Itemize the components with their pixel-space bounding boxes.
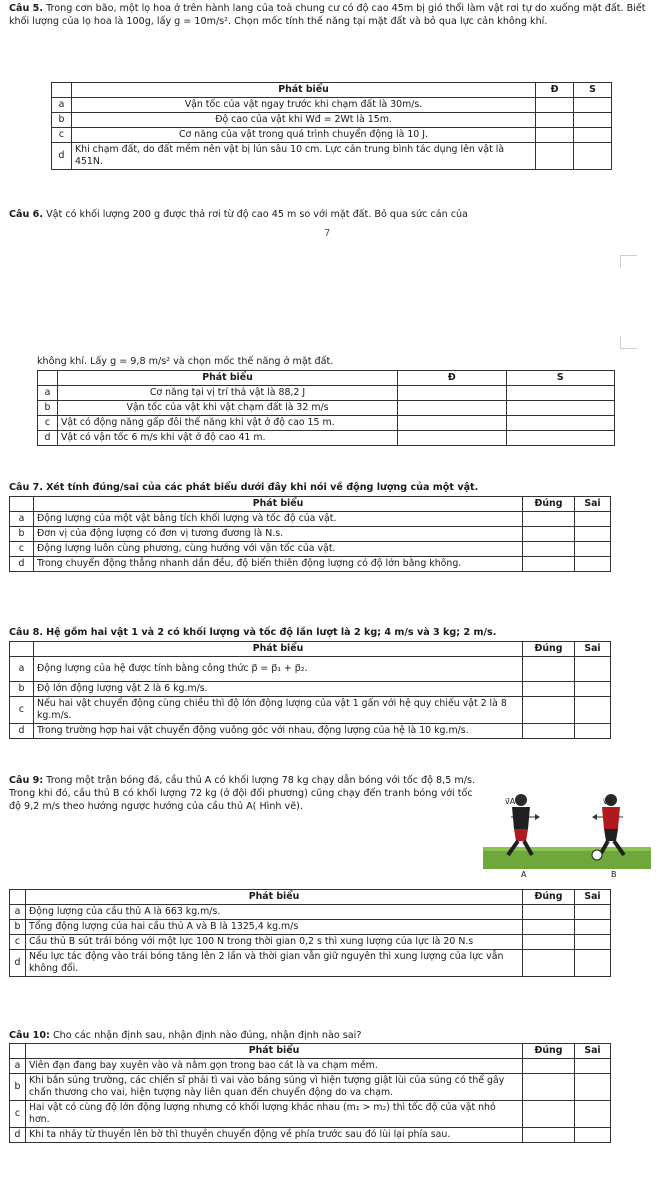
table-row: c Vật có động năng gấp đôi thế năng khi vật ở độ cao 15 m. (38, 416, 615, 431)
answer-true-cell[interactable] (398, 401, 507, 416)
answer-true-cell[interactable] (523, 527, 575, 542)
answer-true-cell[interactable] (398, 431, 507, 446)
header-true: Đ (536, 83, 574, 98)
answer-false-cell[interactable] (574, 128, 612, 143)
answer-true-cell[interactable] (523, 1101, 575, 1128)
answer-false-cell[interactable] (575, 1101, 611, 1128)
table-row: c Cơ năng của vật trong quá trình chuyển động là 10 J. (52, 128, 612, 143)
question-8 (9, 626, 655, 639)
velocity-b-label: v⃗B (603, 797, 614, 806)
answer-false-cell[interactable] (575, 1128, 611, 1143)
question-title: Câu 7. (9, 482, 44, 493)
answer-true-cell[interactable] (523, 1128, 575, 1143)
question-text: Hệ gồm hai vật 1 và 2 có khối lượng và tốc độ lần lượt là 2 kg; 4 m/s và 3 kg; 2 m/s. (46, 627, 497, 638)
header-true: Đúng (523, 890, 575, 905)
answer-false-cell[interactable] (575, 512, 611, 527)
header-true: Đúng (523, 1044, 575, 1059)
question-6-continuation: không khí. Lấy g = 9,8 m/s² và chọn mốc thế năng ở mặt đất. (37, 356, 334, 367)
answer-true-cell[interactable] (523, 682, 575, 697)
answer-false-cell[interactable] (574, 98, 612, 113)
question-7 (9, 481, 655, 494)
answer-false-cell[interactable] (575, 657, 611, 682)
table-row: b Khi bắn súng trường, các chiến sĩ phải tì vai vào báng súng vì hiện tượng giật lùi của súng có thể gây chấn thương cho vai, hiện tượng này liên quan đến chuyển động do va chạm. (10, 1074, 611, 1101)
header-true: Đúng (523, 497, 575, 512)
header-statement: Phát biểu (34, 642, 523, 657)
answer-true-cell[interactable] (536, 143, 574, 170)
table-row: d Khi ta nhảy từ thuyền lên bờ thì thuyền chuyển động về phía trước sau đó lùi lại phía sau. (10, 1128, 611, 1143)
table-row: d Vật có vận tốc 6 m/s khi vật ở độ cao 41 m. (38, 431, 615, 446)
answer-false-cell[interactable] (575, 542, 611, 557)
header-statement: Phát biểu (72, 83, 536, 98)
answer-true-cell[interactable] (536, 98, 574, 113)
table-row: b Độ cao của vật khi Wđ = 2Wt là 15m. (52, 113, 612, 128)
table-row: c Cầu thủ B sút trái bóng với một lực 100 N trong thời gian 0,2 s thì xung lượng của lực là 20 N.s (10, 935, 611, 950)
answer-false-cell[interactable] (506, 431, 615, 446)
answer-true-cell[interactable] (523, 542, 575, 557)
answer-true-cell[interactable] (523, 1074, 575, 1101)
answer-false-cell[interactable] (506, 416, 615, 431)
q9-table (9, 889, 611, 977)
player-b-label: B (611, 870, 617, 879)
answer-false-cell[interactable] (575, 935, 611, 950)
table-row: a Viên đạn đang bay xuyên vào và nằm gọn trong bao cát là va chạm mềm. (10, 1059, 611, 1074)
answer-true-cell[interactable] (523, 724, 575, 739)
table-row: a Cơ năng tại vị trí thả vật là 88,2 J (38, 386, 615, 401)
soccer-players-svg (483, 783, 651, 869)
question-title: Câu 8. (9, 627, 44, 638)
answer-false-cell[interactable] (575, 905, 611, 920)
table-row: a Động lượng của cầu thủ A là 663 kg.m/s. (10, 905, 611, 920)
answer-false-cell[interactable] (575, 1059, 611, 1074)
answer-false-cell[interactable] (575, 920, 611, 935)
question-text: Trong một trận bóng đá, cầu thủ A có khối lượng 78 kg chạy dẫn bóng với tốc độ 8,5 m/s. Trong khi đó, cầu thủ B có khối lượng 72 kg (ở đội đối phương) cũng chạy đến tranh bóng với tốc độ 9,2 m/s theo hướng ngược hướng của cầu thủ A( Hình vẽ). (9, 775, 475, 812)
table-row: d Khi chạm đất, do đất mềm nên vật bị lún sâu 10 cm. Lực cản trung bình tác dụng lên vật là 451N. (52, 143, 612, 170)
player-a-label: A (521, 870, 527, 879)
question-10 (9, 1029, 655, 1042)
table-row: c Động lượng luôn cùng phương, cùng hướng với vận tốc của vật. (10, 542, 611, 557)
table-row: a Động lượng của một vật bằng tích khối lượng và tốc độ của vật. (10, 512, 611, 527)
question-title: Câu 10: (9, 1030, 50, 1041)
table-row: d Trong chuyển động thẳng nhanh dần đều, độ biến thiên động lượng có độ lớn bằng không. (10, 557, 611, 572)
answer-true-cell[interactable] (523, 905, 575, 920)
header-statement: Phát biểu (26, 890, 523, 905)
answer-true-cell[interactable] (536, 113, 574, 128)
table-row: c Hai vật có cùng độ lớn động lượng nhưng có khối lượng khác nhau (m₁ > m₂) thì tốc độ của vật nhỏ hơn. (10, 1101, 611, 1128)
answer-true-cell[interactable] (523, 935, 575, 950)
table-row: d Trong trường hợp hai vật chuyển động vuông góc với nhau, động lượng của hệ là 10 kg.m/s. (10, 724, 611, 739)
question-title: Câu 6. (9, 209, 44, 220)
answer-false-cell[interactable] (575, 950, 611, 977)
header-false: Sai (575, 890, 611, 905)
soccer-players-figure (483, 783, 651, 869)
answer-false-cell[interactable] (575, 1074, 611, 1101)
question-text: Xét tính đúng/sai của các phát biểu dưới đây khi nói về động lượng của một vật. (46, 482, 479, 493)
table-row: b Đơn vị của động lượng có đơn vị tương đương là N.s. (10, 527, 611, 542)
answer-true-cell[interactable] (523, 512, 575, 527)
answer-false-cell[interactable] (575, 724, 611, 739)
answer-false-cell[interactable] (574, 143, 612, 170)
header-statement: Phát biểu (34, 497, 523, 512)
q10-table (9, 1043, 611, 1143)
crop-mark (620, 336, 637, 349)
question-9 (9, 774, 478, 813)
table-row: a Động lượng của hệ được tính bằng công thức p⃗ = p⃗₁ + p⃗₂. (10, 657, 611, 682)
answer-true-cell[interactable] (523, 920, 575, 935)
header-statement: Phát biểu (58, 371, 398, 386)
answer-false-cell[interactable] (574, 113, 612, 128)
table-row: b Tổng động lượng của hai cầu thủ A và B là 1325,4 kg.m/s (10, 920, 611, 935)
header-statement: Phát biểu (26, 1044, 523, 1059)
question-6 (9, 208, 655, 221)
answer-false-cell[interactable] (575, 527, 611, 542)
answer-false-cell[interactable] (506, 401, 615, 416)
question-text: Vật có khối lượng 200 g được thả rơi từ độ cao 45 m so với mặt đất. Bỏ qua sức cản của (46, 209, 468, 220)
answer-true-cell[interactable] (523, 657, 575, 682)
answer-false-cell[interactable] (575, 682, 611, 697)
answer-true-cell[interactable] (523, 697, 575, 724)
answer-false-cell[interactable] (506, 386, 615, 401)
crop-mark (620, 255, 637, 268)
table-row: b Độ lớn động lượng vật 2 là 6 kg.m/s. (10, 682, 611, 697)
header-false: Sai (575, 642, 611, 657)
q7-table (9, 496, 611, 572)
table-row: b Vận tốc của vật khi vật chạm đất là 32 m/s (38, 401, 615, 416)
q8-table (9, 641, 611, 739)
header-false: Sai (575, 1044, 611, 1059)
q5-table (51, 82, 612, 170)
q6-table (37, 370, 615, 446)
header-false: S (506, 371, 615, 386)
page-number: 7 (324, 228, 331, 239)
table-row: c Nếu hai vật chuyển động cùng chiều thì độ lớn động lượng của vật 1 gấn với hệ quy chiếu vật 2 là 8 kg.m/s. (10, 697, 611, 724)
table-row: d Nếu lực tác động vào trái bóng tăng lên 2 lần và thời gian vẫn giữ nguyên thì xung lượng của lực vẫn không đổi. (10, 950, 611, 977)
answer-true-cell[interactable] (523, 557, 575, 572)
header-false: Sai (575, 497, 611, 512)
question-5 (9, 2, 655, 28)
question-text: Trong cơn bão, một lọ hoa ở trên hành lang của toà chung cư có độ cao 45m bị gió thổi làm vật rơi tự do xuống mặt đất. Biết khối lượng của lọ hoa là 100g, lấy g = 10m/s². Chọn mốc tính thế năng tại mặt đất và bỏ qua lực cản không khí. (9, 3, 646, 27)
question-title: Câu 9: (9, 775, 44, 786)
header-true: Đ (398, 371, 507, 386)
answer-true-cell[interactable] (536, 128, 574, 143)
question-text: Cho các nhận định sau, nhận định nào đúng, nhận định nào sai? (52, 1030, 362, 1041)
answer-false-cell[interactable] (575, 697, 611, 724)
answer-true-cell[interactable] (523, 1059, 575, 1074)
answer-true-cell[interactable] (398, 416, 507, 431)
answer-true-cell[interactable] (523, 950, 575, 977)
answer-false-cell[interactable] (575, 557, 611, 572)
question-title: Câu 5. (9, 3, 44, 14)
header-true: Đúng (523, 642, 575, 657)
velocity-a-label: v⃗A (505, 797, 516, 806)
header-false: S (574, 83, 612, 98)
table-row: a Vận tốc của vật ngay trước khi chạm đất là 30m/s. (52, 98, 612, 113)
answer-true-cell[interactable] (398, 386, 507, 401)
